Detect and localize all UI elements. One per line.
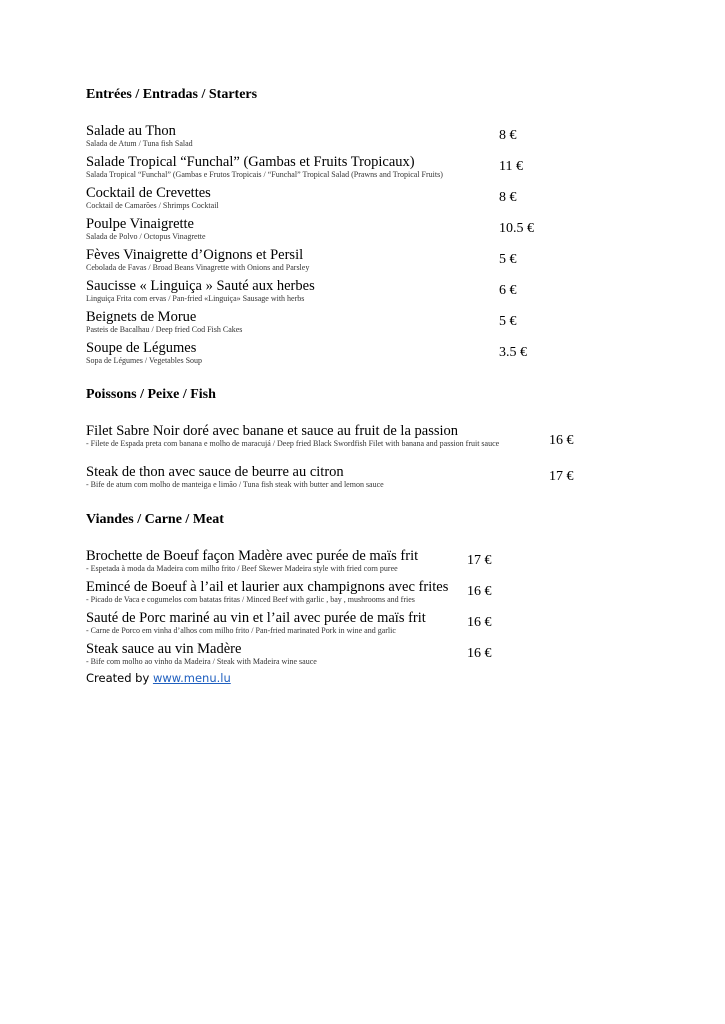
section-title-meat: Viandes / Carne / Meat: [86, 512, 224, 527]
menu-item-price: 8 €: [499, 190, 517, 205]
menu-item-description: Cebolada de Favas / Broad Beans Vinagrette with Onions and Parsley: [86, 263, 310, 272]
footer-credit: [86, 671, 231, 685]
menu-item-name: Cocktail de Crevettes: [86, 185, 211, 201]
footer-link[interactable]: www.menu.lu: [152, 671, 231, 685]
menu-item-description: - Bife com molho ao vinho da Madeira / Steak with Madeira wine sauce: [86, 657, 317, 666]
footer-prefix: Created by: [86, 671, 150, 685]
menu-item-price: 17 €: [467, 553, 492, 568]
menu-item: [86, 217, 206, 242]
menu-item-name: Fèves Vinaigrette d’Oignons et Persil: [86, 247, 304, 263]
menu-item-price: 16 €: [549, 433, 574, 448]
menu-item-price: 5 €: [499, 252, 517, 267]
menu-item: [86, 611, 426, 636]
menu-item-description: - Espetada à moda da Madeira com milho frito / Beef Skewer Madeira style with fried corn puree: [86, 564, 398, 573]
menu-item-name: Sauté de Porc mariné au vin et l’ail avec purée de maïs frit: [86, 610, 426, 626]
menu-item-price: 11 €: [499, 159, 523, 174]
menu-item-name: Brochette de Boeuf façon Madère avec purée de maïs frit: [86, 548, 419, 564]
menu-item-description: Salada de Polvo / Octopus Vinagrette: [86, 232, 206, 241]
menu-item-price: 17 €: [549, 469, 574, 484]
menu-item-price: 8 €: [499, 128, 517, 143]
menu-item-name: Beignets de Morue: [86, 309, 197, 325]
menu-item-description: Salada de Atum / Tuna fish Salad: [86, 139, 193, 148]
menu-item-description: Pasteis de Bacalhau / Deep fried Cod Fish Cakes: [86, 325, 243, 334]
menu-item-name: Soupe de Légumes: [86, 340, 197, 356]
menu-item-name: Steak sauce au vin Madère: [86, 641, 242, 657]
menu-item-price: 16 €: [467, 646, 492, 661]
menu-item-description: - Carne de Porco em vinha d’alhos com milho frito / Pan-fried marinated Pork in wine and garlic: [86, 626, 396, 635]
menu-item-price: 3.5 €: [499, 345, 527, 360]
menu-item: [86, 124, 193, 149]
menu-item-description: Salada Tropical “Funchal” (Gambas e Frutos Tropicais / “Funchal” Tropical Salad (Prawns and Tropical Fruits): [86, 170, 443, 179]
menu-item: [86, 465, 384, 490]
menu-item-price: 10.5 €: [499, 221, 534, 236]
menu-item: [86, 642, 317, 667]
menu-item: [86, 549, 418, 574]
menu-item: [86, 424, 544, 449]
menu-item-description: - Filete de Espada preta com banana e molho de maracujá / Deep fried Black Swordfish Filet with banana and passion fruit sauce: [86, 439, 500, 448]
menu-item-name: Salade Tropical “Funchal” (Gambas et Fruits Tropicaux): [86, 154, 415, 170]
menu-item-description: Linguiça Frita com ervas / Pan-fried «Linguiça» Sausage with herbs: [86, 294, 305, 303]
section-title-starters: Entrées / Entradas / Starters: [86, 87, 258, 102]
menu-item-description: Sopa de Légumes / Vegetables Soup: [86, 356, 203, 365]
menu-item-name: Steak de thon avec sauce de beurre au citron: [86, 464, 344, 480]
menu-item-name: Filet Sabre Noir doré avec banane et sauce au fruit de la passion: [86, 423, 459, 439]
menu-item: [86, 310, 242, 335]
menu-item: [86, 155, 443, 180]
menu-item-price: 5 €: [499, 314, 517, 329]
menu-item-price: 16 €: [467, 615, 492, 630]
menu-item-name: Saucisse « Linguiça » Sauté aux herbes: [86, 278, 315, 294]
menu-item-description: Cocktail de Camarões / Shrimps Cocktail: [86, 201, 219, 210]
menu-item: [86, 580, 448, 605]
menu-item-price: 16 €: [467, 584, 492, 599]
menu-item-description: - Bife de atum com molho de manteiga e limão / Tuna fish steak with butter and lemon sauce: [86, 480, 384, 489]
menu-item-name: Poulpe Vinaigrette: [86, 216, 194, 232]
menu-item-name: Salade au Thon: [86, 123, 176, 139]
menu-item-price: 6 €: [499, 283, 517, 298]
menu-item: [86, 186, 219, 211]
menu-item-description: - Picado de Vaca e cogumelos com batatas fritas / Minced Beef with garlic , bay , mushrooms and fries: [86, 595, 415, 604]
section-title-fish: Poissons / Peixe / Fish: [86, 387, 216, 402]
menu-item: [86, 248, 309, 273]
menu-item: [86, 341, 202, 366]
menu-item-name: Emincé de Boeuf à l’ail et laurier aux champignons avec frites: [86, 579, 449, 595]
menu-item: [86, 279, 315, 304]
